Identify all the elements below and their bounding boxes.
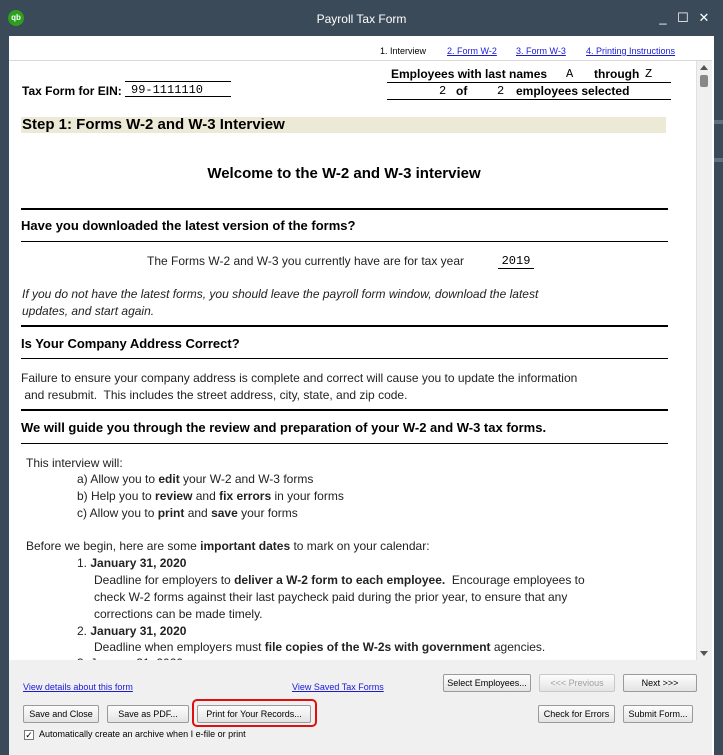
section-heading-address: Is Your Company Address Correct?	[21, 336, 240, 351]
list-item: b) Help you to review and fix errors in your forms	[77, 489, 344, 503]
footer-bar	[9, 660, 712, 755]
background-window-edge	[714, 120, 723, 124]
minimize-icon[interactable]: _	[659, 10, 667, 25]
ein-label: Tax Form for EIN:	[22, 84, 122, 98]
tab-bar	[9, 36, 712, 61]
selected-count: 2	[439, 84, 447, 98]
scroll-down-icon[interactable]	[700, 651, 708, 656]
header-divider	[387, 82, 671, 83]
section-rule	[21, 443, 668, 444]
address-text: and resubmit. This includes the street address, city, state, and zip code.	[21, 388, 408, 402]
date-description: corrections can be made timely.	[94, 607, 263, 621]
tax-year-text: The Forms W-2 and W-3 you currently have are for tax year	[147, 254, 465, 268]
date-description: Deadline when employers must file copies of the W-2s with government agencies.	[94, 640, 546, 654]
through-label: through	[594, 67, 640, 81]
window-frame-right	[714, 36, 723, 755]
tab-form-w3[interactable]: 3. Form W-3	[516, 46, 566, 56]
employees-label: Employees with last names	[391, 67, 548, 81]
print-for-records-button[interactable]: Print for Your Records...	[197, 705, 311, 723]
scroll-up-icon[interactable]	[700, 65, 708, 70]
section-rule	[21, 358, 668, 359]
section-rule	[21, 409, 668, 411]
ein-field: 99-1111110	[125, 81, 231, 97]
title-bar	[0, 0, 723, 36]
quickbooks-logo-icon: qb	[8, 10, 24, 26]
date-item-1: 1. January 31, 2020	[77, 556, 187, 570]
tab-interview[interactable]: 1. Interview	[380, 46, 427, 56]
from-letter: A	[566, 67, 574, 81]
view-details-link[interactable]: View details about this form	[23, 682, 133, 692]
select-employees-button[interactable]: Select Employees...	[443, 674, 531, 692]
total-count: 2	[497, 84, 505, 98]
print-button-highlight	[192, 699, 317, 727]
vertical-scrollbar[interactable]	[696, 61, 712, 660]
section-heading-forms: Have you downloaded the latest version of the forms?	[21, 218, 356, 233]
update-note: If you do not have the latest forms, you should leave the payroll form window, download the latest	[22, 287, 539, 301]
step-title: Step 1: Forms W-2 and W-3 Interview	[22, 116, 285, 133]
archive-checkbox[interactable]: ✓	[25, 730, 33, 740]
previous-button[interactable]: <<< Previous	[539, 674, 615, 692]
welcome-heading: Welcome to the W-2 and W-3 interview	[207, 165, 481, 182]
check-for-errors-button[interactable]: Check for Errors	[538, 705, 615, 723]
list-item: a) Allow you to edit your W-2 and W-3 forms	[77, 472, 314, 486]
section-heading-guide: We will guide you through the review and preparation of your W-2 and W-3 tax forms.	[21, 420, 547, 435]
date-description: Deadline for employers to deliver a W-2 form to each employee. Encourage employees to	[94, 573, 585, 587]
section-rule	[21, 208, 668, 210]
tab-form-w2[interactable]: 2. Form W-2	[447, 46, 497, 56]
interview-intro: This interview will:	[26, 456, 123, 470]
section-rule	[21, 325, 668, 327]
tax-year-value: 2019	[498, 254, 534, 269]
scroll-thumb[interactable]	[700, 75, 708, 87]
maximize-icon[interactable]: ☐	[677, 10, 689, 25]
interview-content	[9, 61, 696, 660]
next-button[interactable]: Next >>>	[623, 674, 697, 692]
window-frame-left	[0, 36, 9, 755]
close-icon[interactable]: ✕	[698, 10, 710, 25]
update-note: updates, and start again.	[22, 304, 155, 318]
tab-printing-instructions[interactable]: 4. Printing Instructions	[586, 46, 676, 56]
date-description: check W-2 forms against their last paycheck paid during the prior year, to ensure that any	[94, 590, 568, 604]
background-window-edge	[714, 158, 723, 162]
submit-form-button[interactable]: Submit Form...	[623, 705, 693, 723]
section-rule	[21, 241, 668, 242]
window-title: Payroll Tax Form	[316, 12, 407, 26]
save-and-close-button[interactable]: Save and Close	[23, 705, 99, 723]
selected-label: employees selected	[516, 84, 630, 98]
of-label: of	[456, 84, 468, 98]
address-text: Failure to ensure your company address is complete and correct will cause you to update the information	[21, 371, 578, 385]
dates-intro: Before we begin, here are some important dates to mark on your calendar:	[26, 539, 430, 553]
to-letter: Z	[645, 67, 653, 81]
save-as-pdf-button[interactable]: Save as PDF...	[107, 705, 189, 723]
date-item-2: 2. January 31, 2020	[77, 624, 187, 638]
list-item: c) Allow you to print and save your forms	[77, 506, 298, 520]
header-divider	[387, 99, 671, 100]
archive-label: Automatically create an archive when I e-file or print	[39, 729, 246, 739]
view-saved-forms-link[interactable]: View Saved Tax Forms	[292, 682, 384, 692]
